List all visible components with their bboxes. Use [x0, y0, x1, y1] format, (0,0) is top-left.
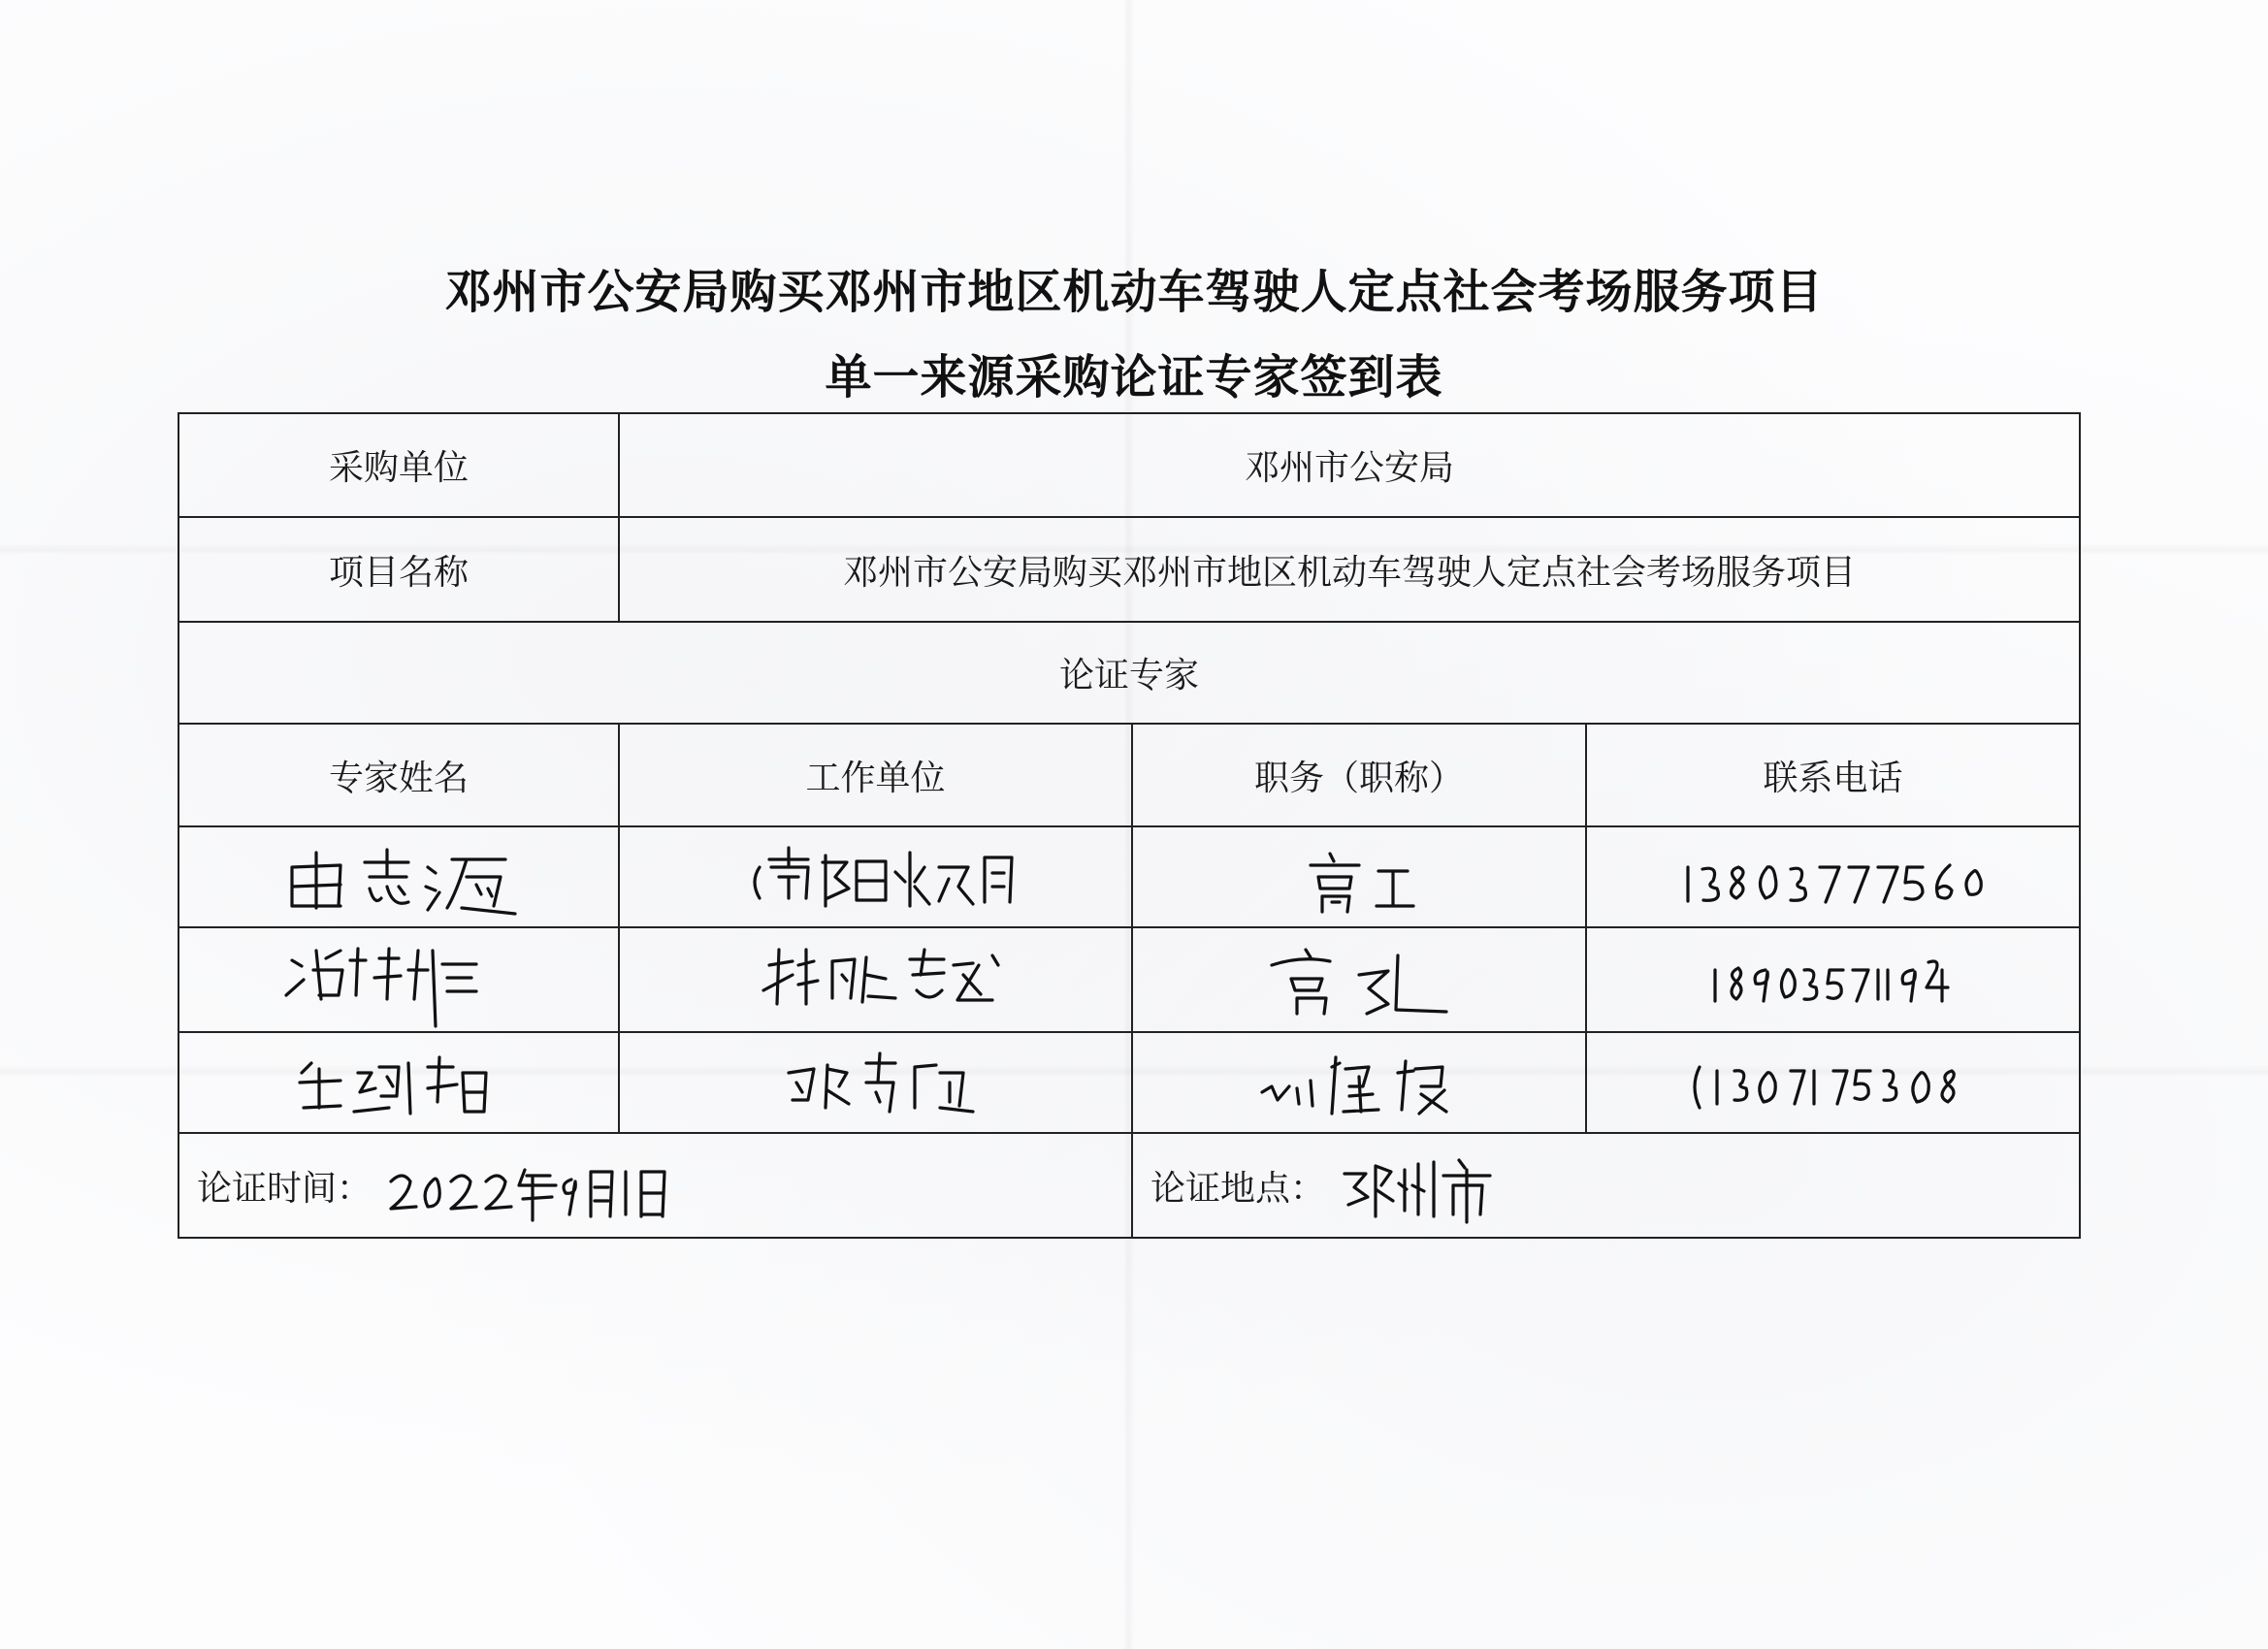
time-handwritten: [381, 1147, 672, 1224]
expert-name-signature: [179, 827, 618, 926]
expert-name-signature: [179, 928, 618, 1031]
project-value: 邓州市公安局购买邓州市地区机动车驾驶人定点社会考场服务项目: [842, 552, 1856, 593]
expert-phone-signature: [1587, 1033, 2079, 1132]
expert-phone-signature: [1587, 827, 2079, 926]
expert-unit-signature: [620, 928, 1131, 1031]
column-header-unit: 工作单位: [805, 758, 946, 798]
expert-name-signature: [179, 1033, 618, 1132]
expert-title-signature: [1133, 827, 1585, 926]
column-header-phone: 联系电话: [1763, 758, 1903, 798]
time-label: 论证时间：: [197, 1168, 373, 1209]
debate-time: [179, 1134, 1131, 1237]
expert-phone-signature: [1587, 928, 2079, 1031]
place-handwritten: [1335, 1147, 1509, 1224]
place-label: 论证地点：: [1150, 1168, 1326, 1209]
column-header-title: 职务（职称）: [1253, 758, 1464, 798]
section-header: 论证专家: [1058, 656, 1199, 695]
column-header-name: 专家姓名: [328, 758, 469, 798]
document-subtitle: 单一来源采购论证专家签到表: [825, 350, 1443, 404]
expert-unit-signature: [620, 1033, 1131, 1132]
expert-unit-signature: [620, 827, 1131, 926]
purchaser-value: 邓州市公安局: [1244, 448, 1454, 488]
expert-title-signature: [1133, 1033, 1585, 1132]
expert-title-signature: [1133, 928, 1585, 1031]
document-title: 邓州市公安局购买邓州市地区机动车驾驶人定点社会考场服务项目: [444, 265, 1824, 319]
sign-in-table: [178, 412, 2081, 1239]
purchaser-label: 采购单位: [328, 448, 469, 488]
project-label: 项目名称: [328, 552, 469, 593]
debate-place: [1133, 1134, 2079, 1237]
